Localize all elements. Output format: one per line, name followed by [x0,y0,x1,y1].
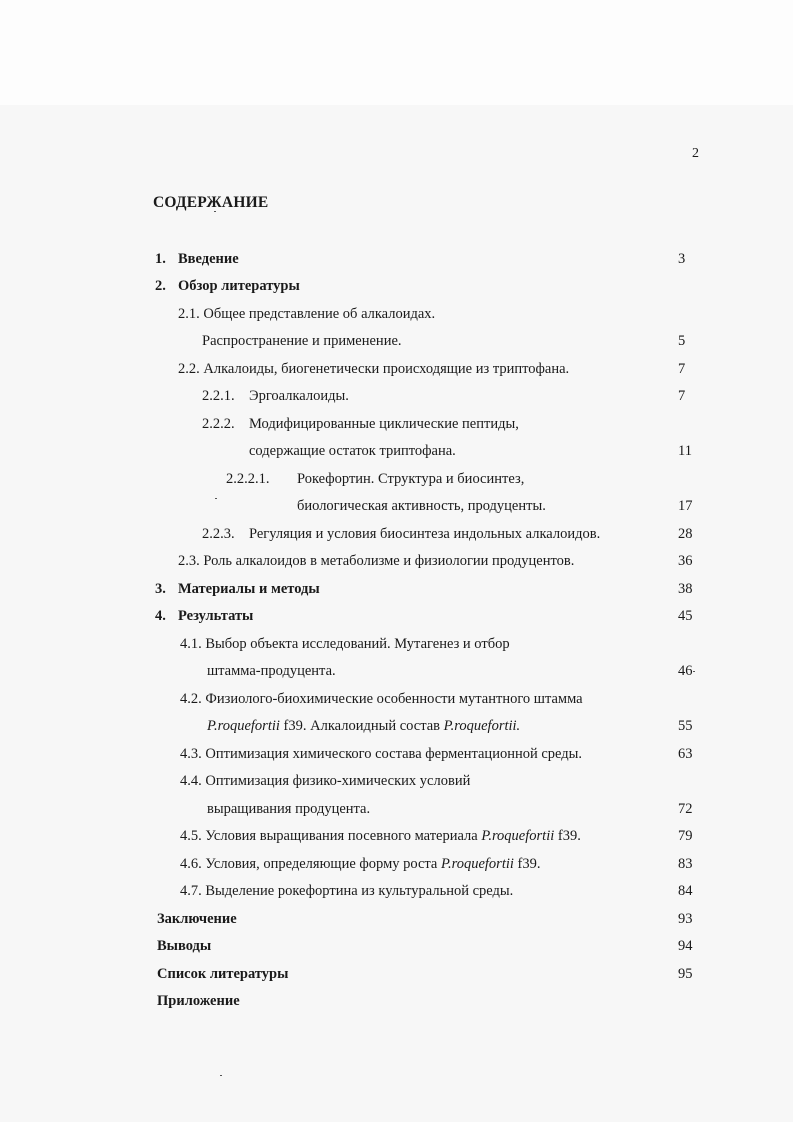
scan-speck [215,498,217,499]
species-name: P.roquefortii [441,856,514,872]
toc-entry-title: Материалы и методы [178,581,320,597]
toc-entry-text: f39. Алкалоидный состав [279,718,444,734]
toc-page-number: 45 [678,608,693,624]
page-title: СОДЕРЖАНИЕ [153,194,269,211]
scan-speck [693,671,695,672]
toc-page-number: 38 [678,581,693,597]
toc-entry-4-4-line2: выращивания продуцента. [207,801,371,817]
toc-entry-2-3: 2.3. Роль алкалоидов в метаболизме и физиологии продуцентов. [178,553,575,569]
toc-entry-4-5 [180,827,581,845]
toc-entry-2-2-3 [202,525,601,543]
toc-entry-4-4-line1: 4.4. Оптимизация физико-химических условий [180,773,471,789]
strain-name: f39. [513,856,541,872]
toc-entry-2-2-2-line2: содержащие остаток триптофана. [249,443,456,459]
toc-page-number: 95 [678,966,693,982]
toc-page-number: 7 [678,388,686,404]
toc-page-number: 83 [678,856,693,872]
toc-page-number: 17 [678,498,693,514]
toc-page-number: 36 [678,553,693,569]
toc-entry-number: 2.2.2.1. [226,471,270,487]
toc-entry-2-1-line1: 2.1. Общее представление об алкалоидах. [178,306,436,322]
toc-entry-2-2-2-1 [226,470,525,488]
strain-name: f39. [554,828,581,844]
scan-speck [220,1075,222,1076]
toc-entry-text: 4.6. Условия, определяющие форму роста [180,856,441,872]
toc-entry-number: 1. [155,251,166,267]
toc-entry-findings: Выводы [157,938,212,954]
toc-entry-4-2-line1: 4.2. Физиолого-биохимические особенности мутантного штамма [180,691,583,707]
toc-entry-4-7: 4.7. Выделение рокефортина из культуральной среды. [180,883,514,899]
toc-page-number: 46 [678,663,693,679]
toc-entry-4-6 [180,855,541,873]
toc-entry-title: Результаты [178,608,254,624]
toc-entry-number: 2. [155,278,166,294]
toc-entry-1 [155,250,239,268]
toc-entry-4 [155,607,254,625]
toc-page-number: 79 [678,828,693,844]
toc-entry-title: Модифицированные циклические пептиды, [249,416,519,432]
toc-entry-4-3: 4.3. Оптимизация химического состава ферментационной среды. [180,746,583,762]
toc-entry-title: Введение [178,251,239,267]
toc-page-number: 93 [678,911,693,927]
toc-entry-4-1-line2: штамма-продуцента. [207,663,336,679]
toc-page-number: 3 [678,251,686,267]
scan-speck [214,211,216,212]
toc-entry-conclusion: Заключение [157,911,237,927]
toc-page-number: 28 [678,526,693,542]
toc-entry-3 [155,580,320,598]
toc-page-number: 5 [678,333,686,349]
toc-entry-title: Регуляция и условия биосинтеза индольных алкалоидов. [249,526,601,542]
toc-entry-number: 4. [155,608,166,624]
toc-entry-4-1-line1: 4.1. Выбор объекта исследований. Мутагенез и отбор [180,636,510,652]
toc-entry-title: Рокефортин. Структура и биосинтез, [297,471,525,487]
species-name: P.roquefortii [481,828,555,844]
species-name: P.roquefortii [207,718,280,734]
toc-entry-2-2-2 [202,415,519,433]
toc-page-number: 72 [678,801,693,817]
toc-page-number: 84 [678,883,693,899]
toc-page-number: 63 [678,746,693,762]
toc-entry-4-2-line2 [207,717,520,735]
toc-entry-2-2-1 [202,387,349,405]
toc-entry-appendix: Приложение [157,993,240,1009]
species-name: P.roquefortii. [443,718,521,734]
toc-entry-2-1-line2: Распространение и применение. [202,333,402,349]
toc-entry-2-2-2-1-line2: биологическая активность, продуценты. [297,498,546,514]
toc-page-number: 55 [678,718,693,734]
toc-page-number: 94 [678,938,693,954]
toc-entry-number: 2.2.3. [202,526,235,542]
toc-page-number: 7 [678,361,686,377]
toc-entry-number: 2.2.1. [202,388,235,404]
toc-entry-title: Обзор литературы [178,278,300,294]
toc-page-number: 11 [678,443,692,459]
toc-entry-title: Эргоалкалоиды. [249,388,349,404]
toc-entry-text: 4.5. Условия выращивания посевного материала [180,828,482,844]
toc-entry-2-2: 2.2. Алкалоиды, биогенетически происходящие из триптофана. [178,361,570,377]
toc-entry-2 [155,277,300,295]
page-number: 2 [692,146,699,161]
toc-entry-number: 3. [155,581,166,597]
scan-background [0,105,793,1122]
toc-entry-references: Список литературы [157,966,289,982]
toc-entry-number: 2.2.2. [202,416,235,432]
